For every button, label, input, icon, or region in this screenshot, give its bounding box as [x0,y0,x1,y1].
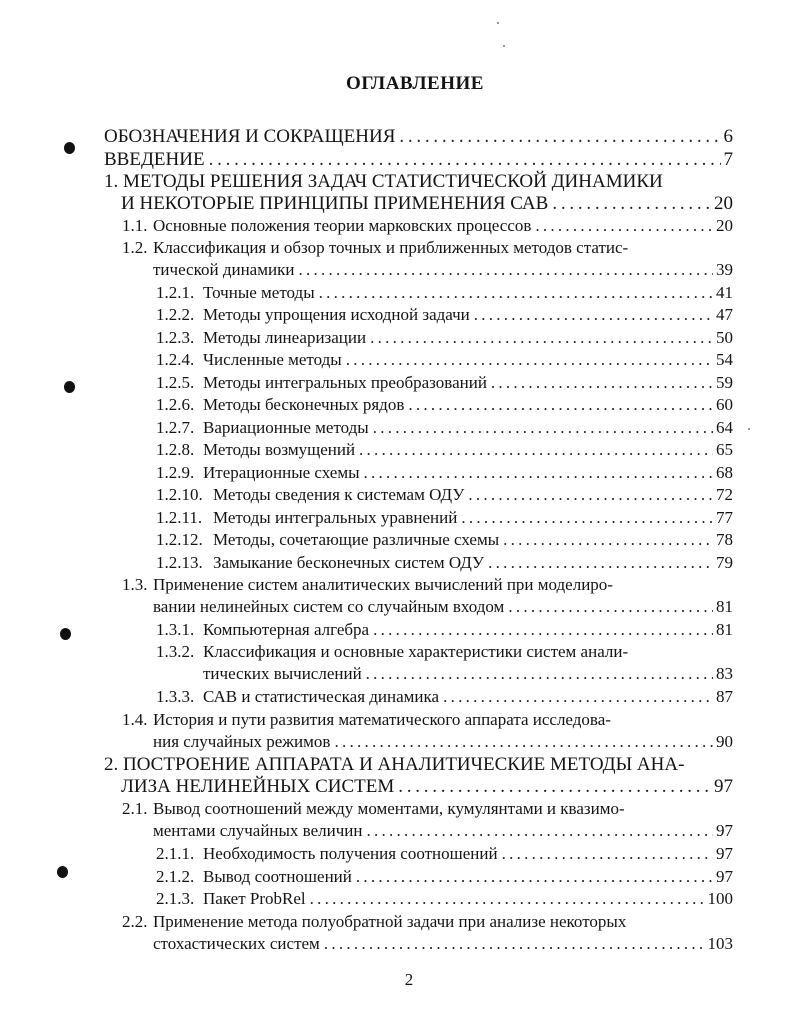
toc-entry-number: 1.2.2. [156,305,195,324]
toc-entry-label-line1: Применение метода полуобратной задачи при анализе некоторых [153,912,627,931]
toc-page-number: 81 [716,597,733,616]
toc-entry-number: 1.2.10. [156,485,203,504]
toc-entry-number: 2.2. [122,912,148,931]
leader-dots [366,821,713,841]
toc-entry-number: 2.1.1. [156,844,195,863]
scan-blot [57,866,68,878]
toc-entry-number: 1.3.3. [156,687,195,706]
toc-page-number: 97 [716,821,733,840]
leader-dots [370,328,713,348]
toc-entry-label-line1: История и пути развития математического аппарата исследова- [153,710,611,729]
scan-blot [60,628,71,640]
toc-entry-label-line1: Классификация и обзор точных и приближенных методов статис- [153,238,629,257]
toc-entry-number: 1.3. [122,575,148,594]
toc-page-number: 54 [716,350,733,369]
toc-entry-label: ментами случайных величин [153,821,363,840]
toc-entry-label: Точные методы [203,283,315,302]
toc-entry-label: тических вычислений [203,664,362,683]
toc-entry-label: Численные методы [203,350,342,369]
toc-entry-number: 1.4. [122,710,148,729]
toc-entry-number: 1.2.8. [156,440,195,459]
leader-dots [298,260,713,280]
leader-dots [324,934,705,954]
toc-page-number: 59 [716,373,733,392]
toc-page-number: 50 [716,328,733,347]
toc-entry-label: Методы, сочетающие различные схемы [213,530,500,549]
toc-entry-label-line1: ПОСТРОЕНИЕ АППАРАТА И АНАЛИТИЧЕСКИЕ МЕТОДЫ АНА- [123,754,685,775]
toc-entry-number: 1. [104,171,119,192]
toc-entry-label: Замыкание бесконечных систем ОДУ [213,553,485,572]
page-number: 2 [404,970,414,989]
toc-page-number: 39 [716,260,733,279]
toc-entry-label: ния случайных режимов [153,732,331,751]
toc-entry-label: тической динамики [153,260,295,279]
toc-entry-label: И НЕКОТОРЫЕ ПРИНЦИПЫ ПРИМЕНЕНИЯ САВ [121,193,549,214]
toc-entry-label: стохастических систем [153,934,320,953]
toc-entry-label: Методы упрощения исходной задачи [203,305,470,324]
scan-speck [497,22,499,24]
toc-entry-number: 1.2.9. [156,463,195,482]
toc-page-number: 97 [714,776,733,797]
toc-entry-label: Методы бесконечных рядов [203,395,405,414]
toc-entry-label: ВВЕДЕНИЕ [104,149,205,170]
leader-dots [443,687,713,707]
leader-dots [373,620,713,640]
toc-entry-number: 1.2.7. [156,418,195,437]
leader-dots [552,193,711,215]
toc-entry-label: САВ и статистическая динамика [203,687,440,706]
toc-page-number: 41 [716,283,733,302]
toc-entry-number: 1.2.1. [156,283,195,302]
scan-blot [64,381,75,393]
toc-page-number: 100 [707,889,733,908]
leader-dots [319,283,713,303]
toc-page-number: 20 [714,193,733,214]
toc-entry-label-line1: Применение систем аналитических вычислений при моделиро- [153,575,613,594]
toc-entry-label: Вывод соотношений [203,867,352,886]
toc-page-number: 65 [716,440,733,459]
leader-dots [209,149,721,171]
toc-entry-number: 1.2.4. [156,350,195,369]
leader-dots [508,597,713,617]
toc-entry-number: 1.2.5. [156,373,195,392]
toc-entry-number: 1.2.11. [156,508,203,527]
toc-entry-number: 1.2. [122,238,148,257]
leader-dots [503,530,713,550]
leader-dots [399,126,720,148]
toc-entry-label: Методы сведения к системам ОДУ [213,485,465,504]
leader-dots [502,844,713,864]
leader-dots [366,664,713,684]
toc-entry-label: ОБОЗНАЧЕНИЯ И СОКРАЩЕНИЯ [104,126,396,147]
toc-entry-label-line1: Классификация и основные характеристики систем анали- [203,642,629,661]
toc-entry-label: ЛИЗА НЕЛИНЕЙНЫХ СИСТЕМ [121,776,395,797]
toc-page-number: 90 [716,732,733,751]
toc-page-number: 72 [716,485,733,504]
toc-entry-label: Методы интегральных преобразований [203,373,487,392]
leader-dots [461,508,713,528]
toc-page-number: 87 [716,687,733,706]
toc-entry-label: Вариационные методы [203,418,369,437]
toc-entry-label-line1: МЕТОДЫ РЕШЕНИЯ ЗАДАЧ СТАТИСТИЧЕСКОЙ ДИНАМИКИ [123,171,663,192]
toc-entry-number: 2.1. [122,799,148,818]
toc-entry-number: 1.1. [122,216,148,235]
leader-dots [359,440,713,460]
page-title: ОГЛАВЛЕНИЕ [346,73,484,94]
leader-dots [373,418,713,438]
leader-dots [356,867,713,887]
leader-dots [474,305,713,325]
toc-entry-label: Методы линеаризации [203,328,367,347]
toc-entry-label: Итерационные схемы [203,463,360,482]
scan-speck [503,45,505,47]
toc-entry-number: 1.2.6. [156,395,195,414]
toc-entry-number: 2.1.3. [156,889,195,908]
toc-page-number: 83 [716,664,733,683]
toc-entry-label: Пакет ProbRel [203,889,306,908]
leader-dots [488,553,713,573]
toc-page-number: 81 [716,620,733,639]
toc-entry-label-line1: Вывод соотношений между моментами, кумулянтами и квазимо- [153,799,625,818]
toc-page-number: 77 [716,508,733,527]
toc-entry-label: Методы интегральных уравнений [213,508,458,527]
toc-page-number: 6 [723,126,733,147]
toc-page-number: 97 [716,867,733,886]
toc-page-number: 103 [707,934,733,953]
toc-page-number: 47 [716,305,733,324]
leader-dots [334,732,713,752]
scan-speck [748,428,750,430]
toc-entry-label: Методы возмущений [203,440,356,459]
toc-page-number: 7 [723,149,733,170]
toc-entry-number: 2. [104,754,119,775]
toc-page-number: 20 [716,216,733,235]
leader-dots [364,463,713,483]
toc-entry-label: Необходимость получения соотношений [203,844,498,863]
toc-page-number: 97 [716,844,733,863]
leader-dots [310,889,705,909]
leader-dots [535,216,713,236]
leader-dots [468,485,713,505]
toc-entry-label: Основные положения теории марковских процессов [153,216,532,235]
toc-page-number: 78 [716,530,733,549]
toc-entry-label: Компьютерная алгебра [203,620,370,639]
leader-dots [408,395,713,415]
toc-entry-label: вании нелинейных систем со случайным входом [153,597,505,616]
leader-dots [491,373,713,393]
toc-entry-number: 1.3.1. [156,620,195,639]
leader-dots [398,776,711,798]
toc-entry-number: 1.2.12. [156,530,203,549]
scan-blot [64,142,75,154]
toc-entry-number: 1.3.2. [156,642,195,661]
toc-entry-number: 1.2.13. [156,553,203,572]
toc-page-number: 60 [716,395,733,414]
leader-dots [346,350,713,370]
toc-page-number: 68 [716,463,733,482]
toc-page-number: 79 [716,553,733,572]
toc-entry-number: 1.2.3. [156,328,195,347]
toc-entry-number: 2.1.2. [156,867,195,886]
toc-page-number: 64 [716,418,733,437]
